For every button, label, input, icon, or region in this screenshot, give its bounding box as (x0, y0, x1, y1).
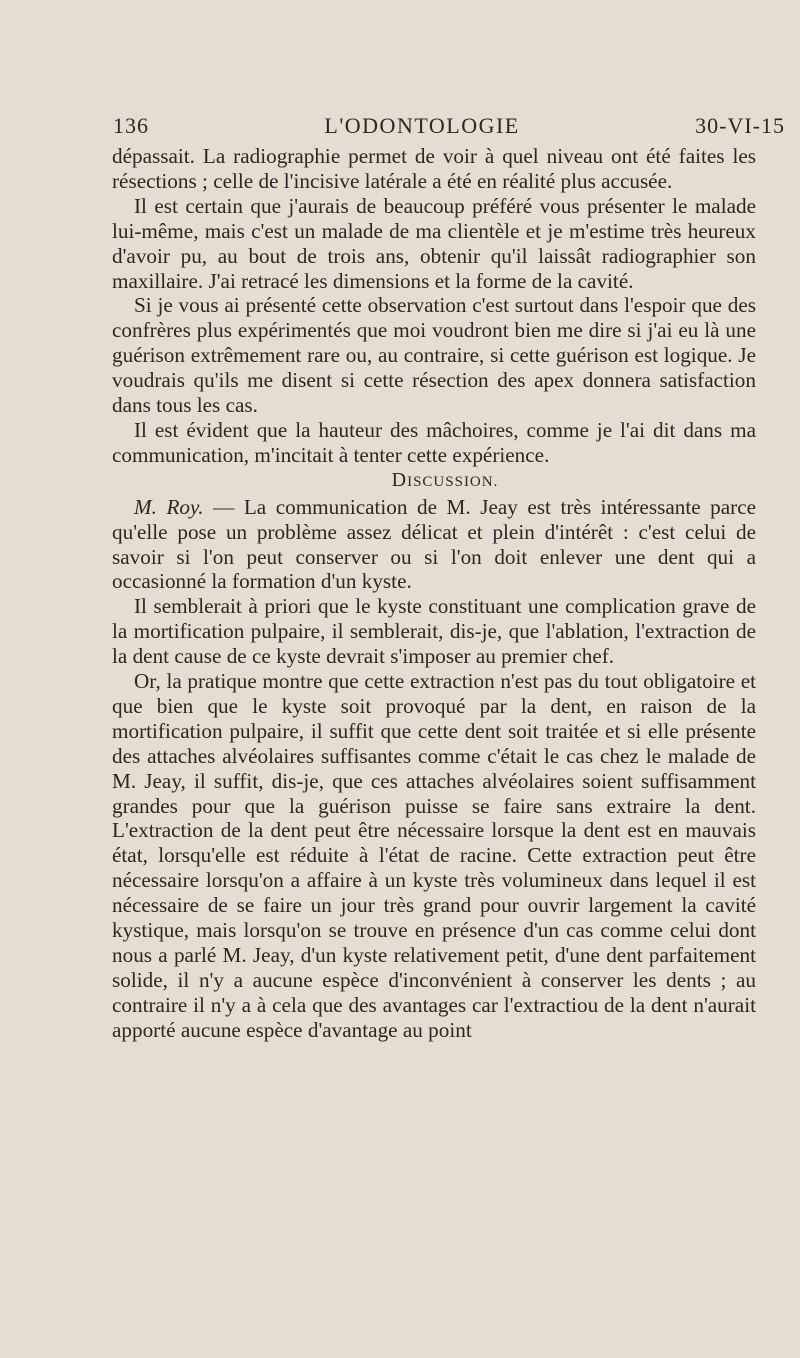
paragraph: Il est évident que la hauteur des mâchoires, comme je l'ai dit dans ma communication, m'incitait à tenter cette expérience. (112, 417, 756, 467)
running-header (113, 108, 785, 144)
section-heading (112, 468, 756, 495)
issue-date: 30-VI-15 (695, 113, 785, 138)
journal-title: L'ODONTOLOGIE (324, 113, 520, 138)
paragraph: Si je vous ai présenté cette observation c'est surtout dans l'espoir que des confrères plus expérimentés que moi voudront bien me dire si j'ai eu là une guérison extrêmement rare ou, au contraire, si cette guérison est logique. Je voudrais qu'ils me disent si cette résection des apex donnera satisfaction dans tous les cas. (112, 293, 756, 418)
paragraph: dépassait. La radiographie permet de voir à quel niveau ont été faites les résections ; celle de l'incisive latérale a été en réalité plus accusée. (112, 144, 756, 193)
speaker-name: M. Roy. (134, 494, 204, 519)
heading-rest: ISCUSSION. (407, 473, 499, 490)
heading-initial: D (391, 468, 408, 491)
page-number: 136 (113, 113, 149, 138)
speaker-text: — La communication de M. Jeay est très intéressante parce qu'elle pose un problème assez délicat et plein d'intérêt : c'est celui de savoir si l'on peut conserver ou si l'on doit enlever une dent qui a occasionné la formation d'un kyste. (112, 494, 757, 594)
paragraph (112, 495, 756, 595)
paragraph: Il semblerait à priori que le kyste constituant une complication grave de la mortification pulpaire, il semblerait, dis-je, que l'ablation, l'extraction de la dent cause de ce kyste devrait s'imposer au premier chef. (112, 594, 756, 669)
paragraph: Il est certain que j'aurais de beaucoup préféré vous présenter le malade lui-même, mais c'est un malade de ma clientèle et je m'estime très heureux d'avoir pu, au bout de trois ans, obtenir qu'il laissât radiographier son maxillaire. J'ai retracé les dimensions et la forme de la cavité. (112, 193, 756, 293)
paragraph: Or, la pratique montre que cette extraction n'est pas du tout obligatoire et que bien que le kyste soit provoqué par la dent, en raison de la mortification pulpaire, il suffit que cette dent soit traitée et si elle présente des attaches alvéolaires suffisantes comme c'était le cas chez le malade de M. Jeay, il suffit, dis-je, que ces attaches alvéolaires soient suffisamment grandes pour que la guérison puisse se faire sans extraire la dent. L'extraction de la dent peut être nécessaire lorsque la dent est en mauvais état, lorsqu'elle est réduite à l'état de racine. Cette extraction peut être nécessaire lorsqu'on a affaire à un kyste très volumineux dans lequel il est nécessaire de se faire un jour très grand pour ouvrir largement la cavité kystique, mais lorsqu'on se trouve en présence d'un cas comme celui dont nous a parlé M. Jeay, d'un kyste relativement petit, d'une dent parfaitement solide, il n'y a aucune espèce d'inconvénient à conserver les dents ; au contraire il n'y a à cela que des avantages car l'extractiou de la dent n'aurait apporté aucune espèce d'avantage au point (112, 669, 756, 1042)
body-text (112, 144, 756, 1043)
